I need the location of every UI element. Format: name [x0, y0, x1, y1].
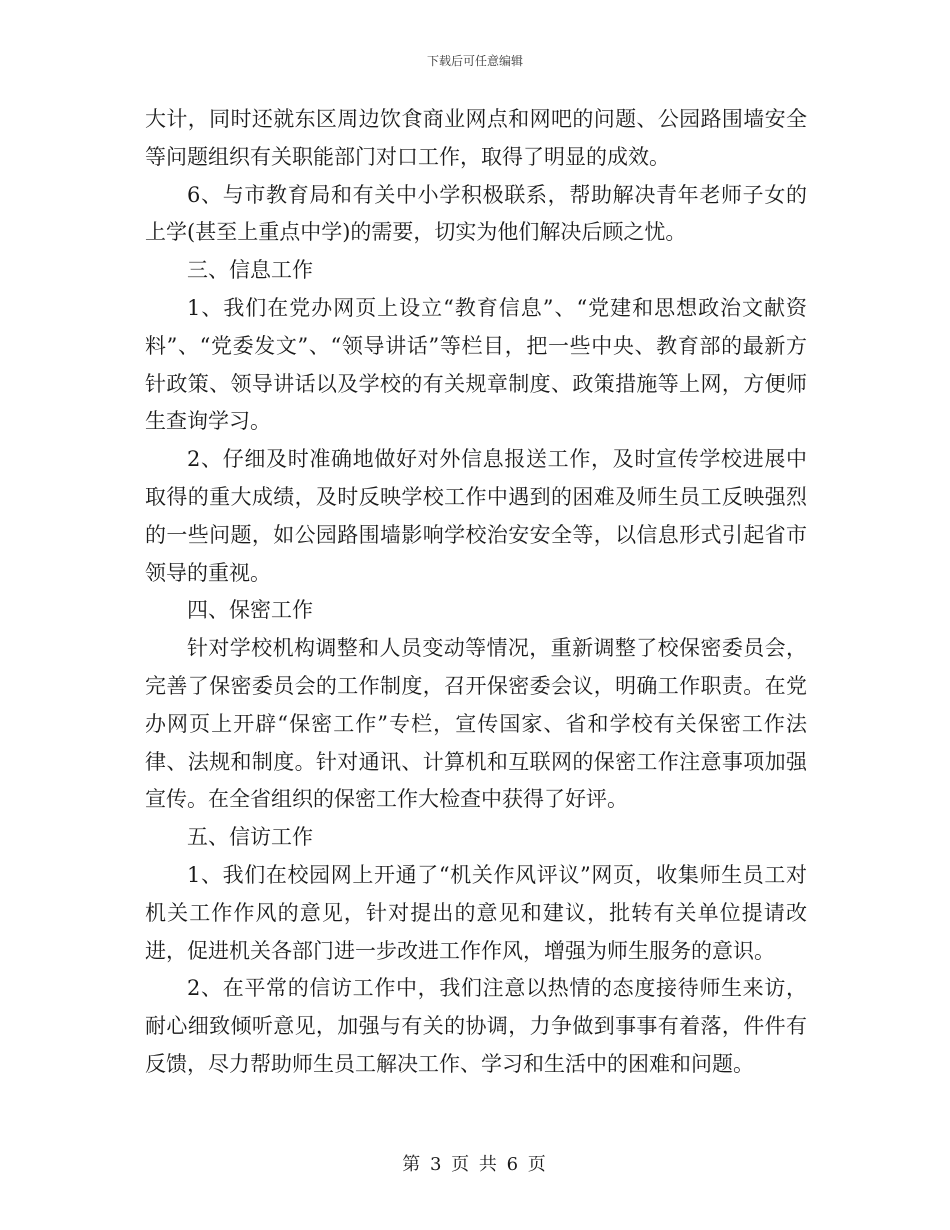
section-heading-information: 三、信息工作	[187, 258, 313, 283]
section-heading-confidentiality: 四、保密工作	[187, 598, 313, 623]
paragraph-10: 2、在平常的信访工作中，我们注意以热情的态度接待师生来访，耐心细致倾听意见，加强与有关的协调，力争做到事事有着落，件件有反馈，尽力帮助师生员工解决工作、学习和生活中的困难和问题。	[145, 976, 807, 1076]
paragraph-2: 6、与市教育局和有关中小学积极联系，帮助解决青年老师子女的上学(甚至上重点中学)的需要，切实为他们解决后顾之忧。	[145, 182, 807, 245]
page-number-footer: 第 3 页 共 6 页	[402, 1154, 548, 1175]
paragraph-7: 针对学校机构调整和人员变动等情况，重新调整了校保密委员会，完善了保密委员会的工作制度，召开保密委会议，明确工作职责。在党办网页上开辟“保密工作”专栏，宣传国家、省和学校有关保密工作法律、法规和制度。针对通讯、计算机和互联网的保密工作注意事项加强宣传。在全省组织的保密工作大检查中获得了好评。	[145, 636, 807, 812]
paragraph-5: 2、仔细及时准确地做好对外信息报送工作，及时宣传学校进展中取得的重大成绩，及时反映学校工作中遇到的困难及师生员工反映强烈的一些问题，如公园路围墙影响学校治安安全等，以信息形式引起省市领导的重视。	[145, 447, 807, 585]
section-heading-petition: 五、信访工作	[187, 825, 313, 850]
page-header: 下载后可任意编辑	[426, 54, 523, 68]
paragraph-1: 大计，同时还就东区周边饮食商业网点和网吧的问题、公园路围墙安全等问题组织有关职能部门对口工作，取得了明显的成效。	[145, 107, 807, 169]
paragraph-9: 1、我们在校园网上开通了“机关作风评议”网页，收集师生员工对机关工作作风的意见，针对提出的意见和建议，批转有关单位提请改进，促进机关各部门进一步改进工作作风，增强为师生服务的意识。	[145, 862, 807, 963]
document-body	[145, 101, 807, 1084]
paragraph-4: 1、我们在党办网页上设立“教育信息”、“党建和思想政治文献资料”、“党委发文”、“领导讲话”等栏目，把一些中央、教育部的最新方针政策、领导讲话以及学校的有关规章制度、政策措施等上网，方便师生查询学习。	[145, 295, 807, 434]
